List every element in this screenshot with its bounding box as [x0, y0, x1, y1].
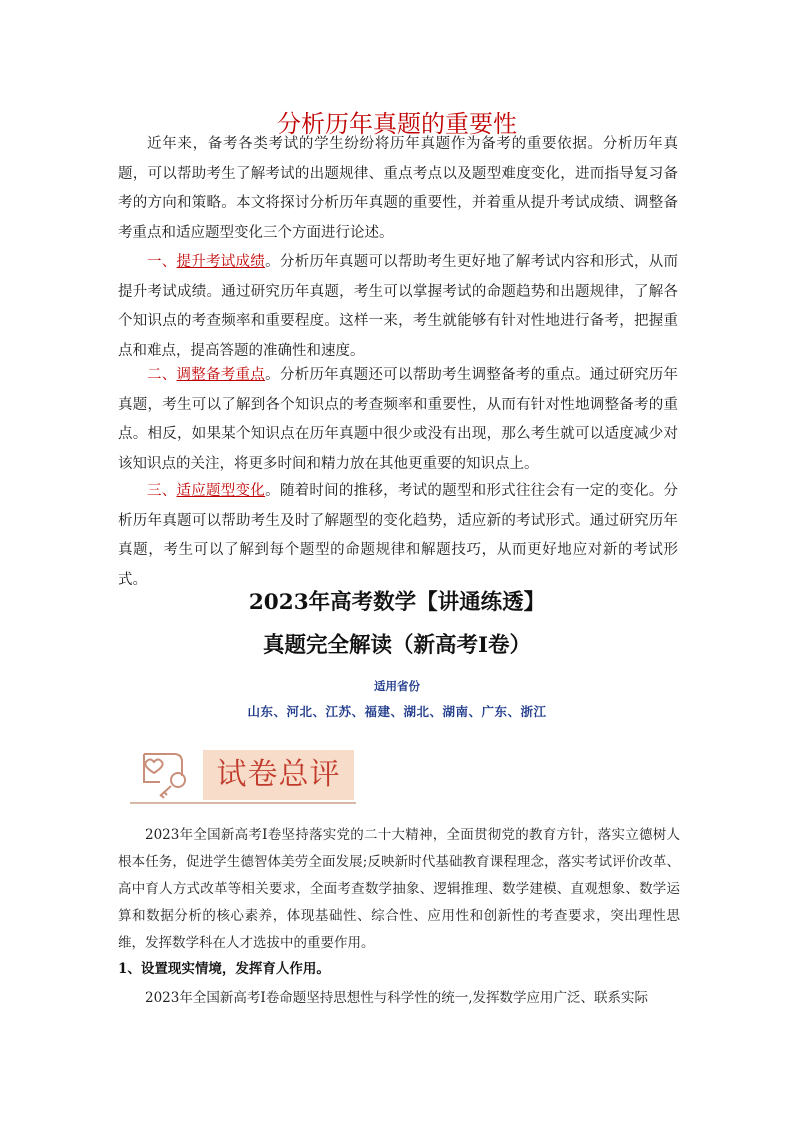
- point-2-body: 。分析历年真题还可以帮助考生调整备考的重点。通过研究历年真题，考生可以了解到各个知识点的考查频率和重要性，从而有针对性地调整备考的重点。相反，如果某个知识点在历年真题中很少或没有出现，那么考生就可以适度减少对该知识点的关注，将更多时间和精力放在其他更重要的知识点上。: [118, 367, 679, 472]
- point-3-number: 三、: [147, 483, 177, 499]
- point-1-heading: 提升考试成绩: [176, 254, 266, 270]
- section-heading-1: 1、设置现实情境，发挥育人作用。: [118, 961, 330, 977]
- point-3-paragraph: [118, 477, 678, 595]
- point-2-heading: 调整备考重点: [176, 367, 266, 383]
- point-2-number: 二、: [147, 367, 177, 383]
- section-1-paragraph: 2023年全国新高考I卷命题坚持思想性与科学性的统一,发挥数学应用广泛、联系实际: [145, 990, 648, 1006]
- section-banner: [130, 742, 356, 804]
- provinces-label: 适用省份: [374, 679, 420, 693]
- overview-paragraph: 2023年全国新高考I卷坚持落实党的二十大精神，全面贯彻党的教育方针，落实立德树人根本任务，促进学生德智体美劳全面发展;反映新时代基础教育课程理念，落实考试评价改革、高中育人方式改革等相关要求，全面考查数学抽象、逻辑推理、数学建模、直观想象、数学运算和数据分析的核心素养，体现基础性、综合性、应用性和创新性的考查要求，突出理性思维，发挥数学科在人才选拔中的重要作用。: [118, 827, 680, 951]
- provinces-list: 山东、河北、江苏、福建、湖北、湖南、广东、浙江: [247, 704, 547, 719]
- banner-title: 试卷总评: [216, 757, 341, 792]
- heart-key-icon: [130, 742, 202, 800]
- banner-underline: [130, 802, 356, 804]
- document-subtitle: 真题完全解读（新高考I卷）: [262, 633, 532, 658]
- point-3-heading: 适应题型变化: [176, 483, 266, 499]
- point-2-paragraph: [118, 361, 678, 479]
- intro-title: 分析历年真题的重要性: [277, 110, 517, 138]
- point-1-number: 一、: [147, 254, 177, 270]
- point-1-paragraph: [118, 248, 678, 366]
- point-3-body: 。随着时间的推移，考试的题型和形式往往会有一定的变化。分析历年真题可以帮助考生及时了解题型的变化趋势，适应新的考试形式。通过研究历年真题，考生可以了解到每个题型的命题规律和解题技巧，从而更好地应对新的考试形式。: [118, 483, 679, 588]
- point-1-body: 。分析历年真题可以帮助考生更好地了解考试内容和形式，从而提升考试成绩。通过研究历年真题，考生可以掌握考试的命题趋势和出题规律，了解各个知识点的考查频率和重要程度。这样一来，考生就能够有针对性地进行备考，把握重点和难点，提高答题的准确性和速度。: [118, 254, 679, 359]
- intro-paragraph: 近年来，备考各类考试的学生纷纷将历年真题作为备考的重要依据。分析历年真题，可以帮助考生了解考试的出题规律、重点考点以及题型难度变化，进而指导复习备考的方向和策略。本文将探讨分析历年真题的重要性，并着重从提升考试成绩、调整备考重点和适应题型变化三个方面进行论述。: [118, 136, 678, 241]
- document-title: 2023年高考数学【讲通练透】: [248, 590, 546, 615]
